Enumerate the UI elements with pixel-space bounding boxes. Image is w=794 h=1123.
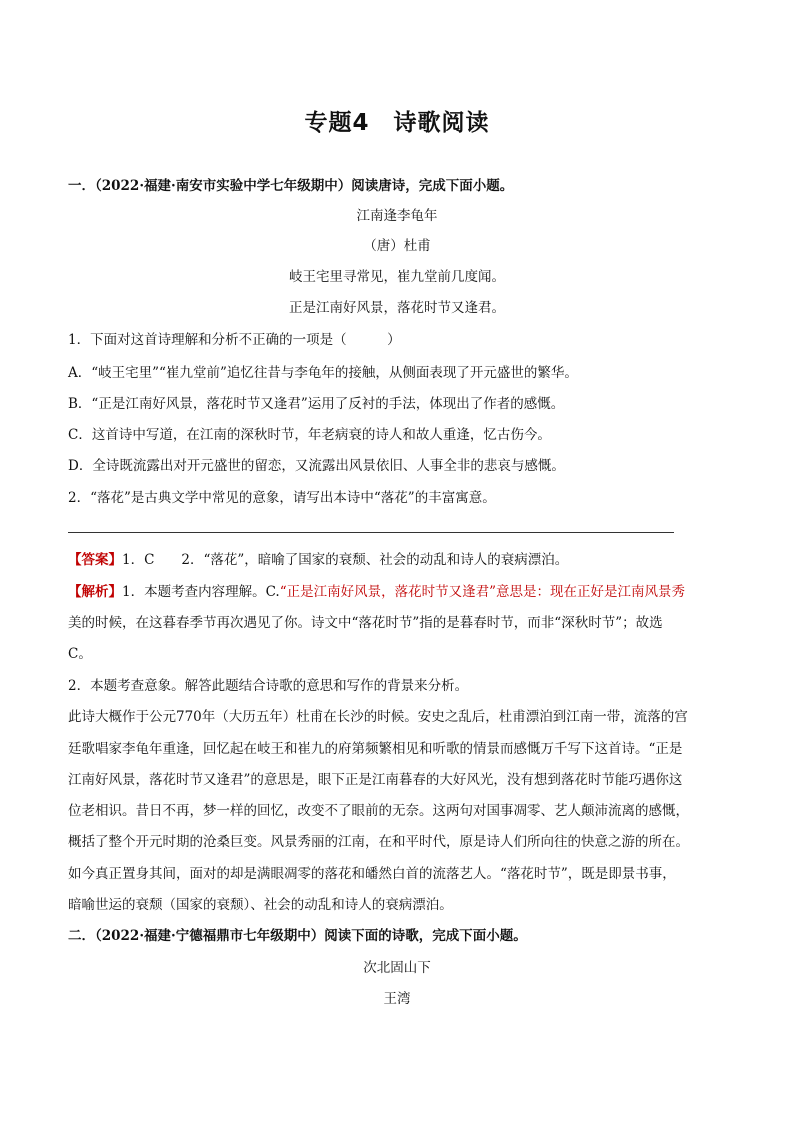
analysis-line-1: [68, 582, 728, 602]
option-a: A．“岐王宅里”“崔九堂前”追忆往昔与李龟年的接触，从侧面表现了开元盛世的繁华。: [68, 365, 578, 381]
analysis-p1-quote: “正是江南好风景，落花时节又逢君”意思是：现在正好是江南风景秀: [279, 584, 686, 600]
divider-line: [68, 532, 674, 533]
section-1-heading: 一．（2022·福建·南安市实验中学七年级期中）阅读唐诗，完成下面小题。: [68, 178, 514, 194]
analysis-p3-line-2: 廷歌唱家李龟年重逢，回忆起在岐王和崔九的府第频繁相见和听歌的情景而感慨万千写下这首诗。“正是: [68, 741, 683, 757]
answer-text: 1．C 2．“落花”，暗喻了国家的衰颓、社会的动乱和诗人的衰病漂泊。: [122, 552, 569, 568]
analysis-p2: 2．本题考查意象。解答此题结合诗歌的意思和写作的背景来分析。: [68, 678, 469, 694]
analysis-p3-line-6: 如今真正置身其间，面对的却是满眼凋零的落花和皤然白首的流落艺人。“落花时节”，既是即景书事，: [68, 866, 676, 882]
poem-1-author: （唐）杜甫: [363, 238, 431, 254]
page-title: 专题4 诗歌阅读: [304, 110, 490, 136]
question-2: 2．“落花”是古典文学中常见的意象，请写出本诗中“落花”的丰富寓意。: [68, 490, 496, 506]
question-1: 1．下面对这首诗理解和分析不正确的一项是（ ）: [68, 332, 401, 348]
analysis-tag: 【解析】: [68, 584, 122, 600]
option-d: D．全诗既流露出对开元盛世的留恋，又流露出风景依旧、人事全非的悲哀与感慨。: [68, 458, 565, 474]
poem-2-author: 王湾: [383, 991, 411, 1007]
poem-2-title: 次北固山下: [363, 960, 431, 976]
answer-tag: 【答案】: [68, 552, 122, 568]
analysis-p3-line-1: 此诗大概作于公元770年（大历五年）杜甫在长沙的时候。安史之乱后，杜甫漂泊到江南一带，流落的宫: [68, 709, 688, 725]
poem-1-line-2: 正是江南好风景，落花时节又逢君。: [289, 300, 505, 316]
answer-block: [68, 550, 728, 570]
analysis-line-2: 美的时候，在这暮春季节再次遇见了你。诗文中“落花时节”指的是暮春时节，而非“深秋时节”；故选: [68, 615, 663, 631]
analysis-line-3: C。: [68, 646, 92, 662]
analysis-p3-line-3: 江南好风景，落花时节又逢君”的意思是，眼下正是江南暮春的大好风光，没有想到落花时节能巧遇你这: [68, 772, 683, 788]
section-2-heading: 二．（2022·福建·宁德福鼎市七年级期中）阅读下面的诗歌，完成下面小题。: [68, 928, 527, 944]
analysis-p1-start: 1．本题考查内容理解。C.: [122, 584, 280, 600]
option-b: B．“正是江南好风景，落花时节又逢君”运用了反衬的手法，体现出了作者的感慨。: [68, 396, 565, 412]
poem-1-title: 江南逢李龟年: [356, 208, 438, 224]
analysis-p3-line-4: 位老相识。昔日不再，梦一样的回忆，改变不了眼前的无奈。这两句对国事凋零、艺人颠沛流离的感慨，: [68, 803, 689, 819]
analysis-p3-line-5: 概括了整个开元时期的沧桑巨变。风景秀丽的江南，在和平时代，原是诗人们所向往的快意之游的所在。: [68, 834, 689, 850]
analysis-p3-line-7: 暗喻世运的衰颓（国家的衰颓）、社会的动乱和诗人的衰病漂泊。: [68, 897, 453, 913]
option-c: C．这首诗中写道，在江南的深秋时节，年老病衰的诗人和故人重逢，忆古伤今。: [68, 427, 551, 443]
poem-1-line-1: 岐王宅里寻常见，崔九堂前几度闻。: [289, 269, 505, 285]
